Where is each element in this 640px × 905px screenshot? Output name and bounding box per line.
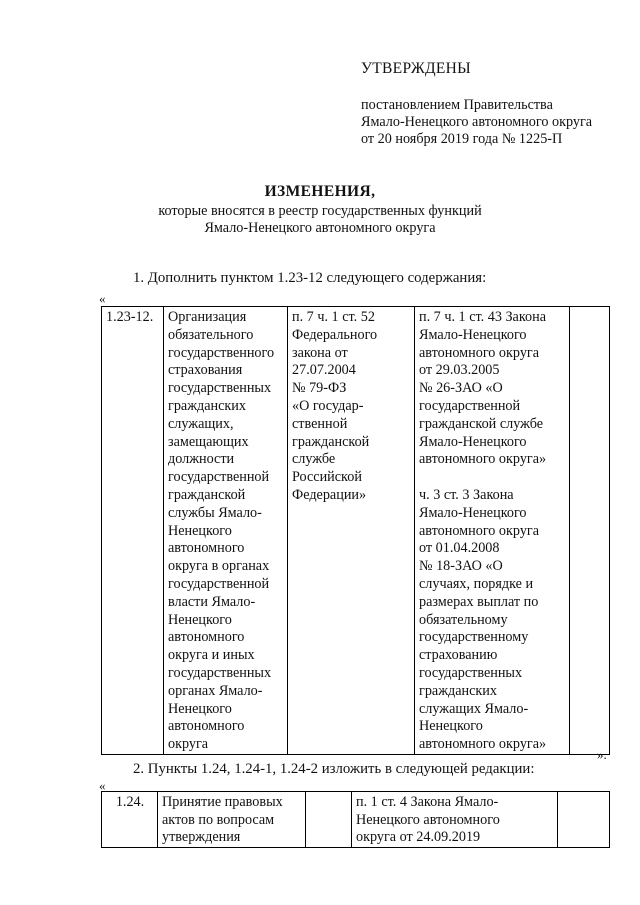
cell-text: государственной	[168, 469, 270, 486]
cell-text: от 01.04.2008	[419, 540, 500, 557]
cell-text: службы Ямало-	[168, 504, 262, 521]
cell-text: п. 7 ч. 1 ст. 52	[292, 309, 375, 325]
approval-line: Ямало-Ненецкого автономного округа	[361, 114, 593, 130]
cell-text: автономного округа	[419, 522, 540, 539]
cell-text: государственного	[168, 344, 275, 361]
cell-text: обязательного	[168, 326, 254, 343]
cell-text: округа в органах	[168, 558, 270, 575]
cell-text: п. 1 ст. 4 Закона Ямало-	[356, 794, 499, 810]
cell-text: Ненецкого автономного	[356, 811, 500, 828]
document-subtitle: которые вносятся в реестр государственных функций	[158, 203, 482, 219]
registry-table-1	[101, 306, 610, 755]
cell-text: государственных	[419, 664, 523, 681]
cell-text: Ненецкого	[168, 522, 232, 539]
cell-text: служащих,	[168, 415, 234, 432]
federal-law-cell	[288, 307, 415, 755]
cell-text: случаях, порядке и	[419, 575, 534, 592]
cell-text: размерах выплат по	[419, 593, 539, 610]
cell-text: округа от 24.09.2019	[356, 829, 481, 846]
cell-text: гражданской службе	[419, 415, 544, 432]
function-name-cell	[158, 792, 306, 848]
cell-text: автономного	[168, 540, 245, 557]
row-number: 1.23-12.	[106, 309, 154, 325]
open-quote: «	[99, 291, 106, 306]
cell-text: государственной	[168, 575, 270, 592]
cell-text: № 18-ЗАО «О	[419, 558, 503, 575]
spacer	[419, 469, 569, 487]
table-row	[102, 792, 610, 848]
cell-text: служащих Ямало-	[419, 700, 529, 717]
registry-table-2	[101, 791, 610, 848]
cell-text: автономного округа»	[419, 736, 547, 753]
cell-text: государственной	[419, 397, 521, 414]
cell-text: округа и иных	[168, 647, 255, 664]
document-heading	[0, 183, 640, 237]
cell-text: Ненецкого	[419, 718, 483, 735]
regional-law-cell	[415, 307, 570, 755]
cell-text: Ненецкого	[168, 611, 232, 628]
approval-line: постановлением Правительства	[361, 97, 553, 113]
regional-law-cell	[352, 792, 558, 848]
cell-text: государственному	[419, 629, 529, 646]
cell-text: страхованию	[419, 647, 498, 664]
cell-text: округа	[168, 736, 209, 753]
cell-text: Российской	[292, 469, 362, 486]
cell-text: «О государ-	[292, 397, 364, 414]
cell-text: Ненецкого	[168, 700, 232, 717]
cell-text: Организация	[168, 309, 247, 325]
cell-text: страхования	[168, 362, 243, 379]
cell-text: Принятие правовых	[162, 794, 283, 810]
cell-text: должности	[168, 451, 235, 468]
row-number: 1.24.	[115, 794, 145, 810]
cell-text: обязательному	[419, 611, 508, 628]
function-name-cell	[164, 307, 288, 755]
cell-text: Ямало-Ненецкого	[419, 504, 527, 521]
cell-text: государственных	[168, 664, 272, 681]
cell-text: ч. 3 ст. 3 Закона	[419, 486, 514, 503]
cell-text: замещающих	[168, 433, 249, 450]
approval-title: УТВЕРЖДЕНЫ	[361, 60, 471, 77]
document-title: ИЗМЕНЕНИЯ,	[264, 183, 376, 200]
empty-cell	[306, 792, 352, 848]
cell-text: Федерации»	[292, 486, 367, 503]
row-number-cell	[102, 307, 164, 755]
cell-text: автономного	[168, 629, 245, 646]
cell-text: власти Ямало-	[168, 593, 256, 610]
cell-text: государственных	[168, 380, 272, 397]
close-quote: ».	[597, 747, 607, 762]
cell-text: гражданских	[419, 682, 497, 699]
approval-line: от 20 ноября 2019 года № 1225-П	[361, 131, 563, 147]
cell-text: службе	[292, 451, 336, 468]
cell-text: автономного округа	[419, 344, 540, 361]
cell-text: автономного	[168, 718, 245, 735]
cell-text: утверждения	[162, 829, 241, 846]
cell-text: гражданской	[168, 486, 246, 503]
approval-block	[361, 60, 621, 148]
cell-text: 27.07.2004	[292, 362, 356, 379]
cell-text: Ямало-Ненецкого	[419, 326, 527, 343]
cell-text: № 79-ФЗ	[292, 380, 347, 397]
cell-text: № 26-ЗАО «О	[419, 380, 503, 397]
cell-text: Ямало-Ненецкого	[419, 433, 527, 450]
cell-text: п. 7 ч. 1 ст. 43 Закона	[419, 309, 547, 325]
cell-text: ственной	[292, 415, 348, 432]
table-row	[102, 307, 610, 755]
cell-text: актов по вопросам	[162, 811, 275, 828]
open-quote-2: «	[99, 778, 106, 793]
row-number-cell	[102, 792, 158, 848]
document-subtitle: Ямало-Ненецкого автономного округа	[204, 220, 436, 236]
empty-cell	[558, 792, 610, 848]
section-1-text: 1. Дополнить пунктом 1.23-12 следующего содержания:	[133, 270, 487, 286]
section-2-text: 2. Пункты 1.24, 1.24-1, 1.24-2 изложить в следующей редакции:	[133, 761, 535, 777]
cell-text: автономного округа»	[419, 451, 547, 468]
cell-text: гражданских	[168, 397, 246, 414]
cell-text: от 29.03.2005	[419, 362, 500, 379]
cell-text: органах Ямало-	[168, 682, 263, 699]
cell-text: Федерального	[292, 326, 378, 343]
cell-text: закона от	[292, 344, 348, 361]
cell-text: гражданской	[292, 433, 370, 450]
empty-cell	[570, 307, 610, 755]
